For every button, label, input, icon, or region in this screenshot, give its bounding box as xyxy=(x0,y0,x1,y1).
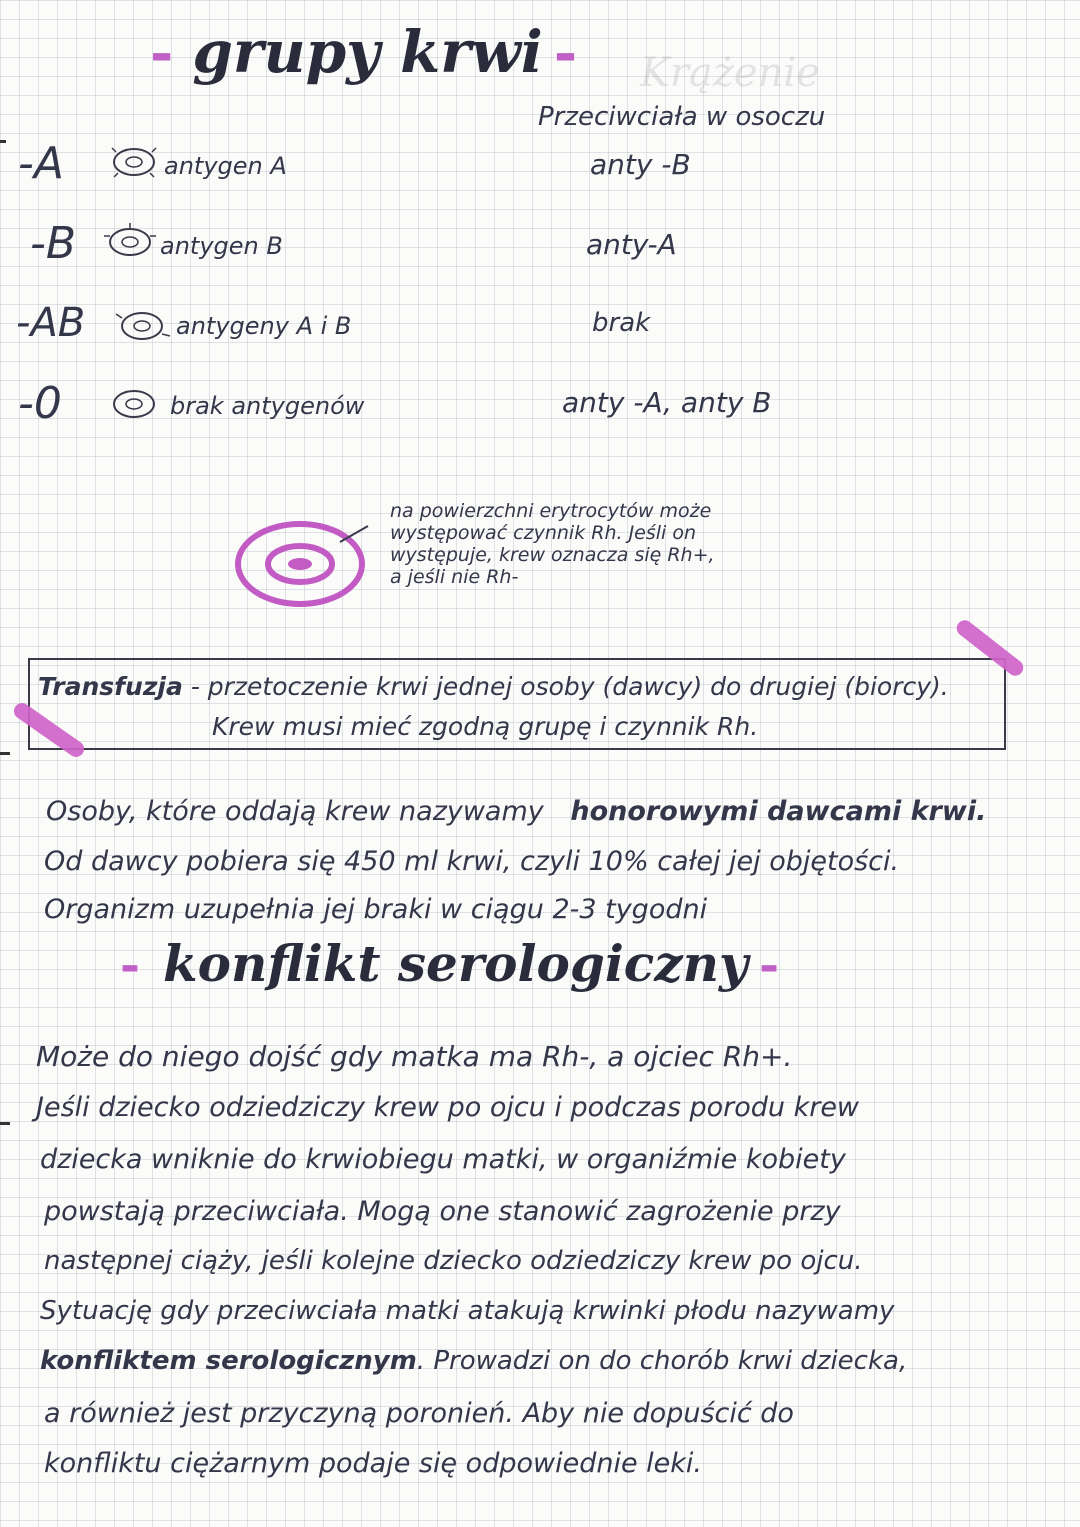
conflict-line: następnej ciąży, jeśli kolejne dziecko odziedziczy krew po ojcu. xyxy=(44,1246,863,1276)
conflict-line: Sytuację gdy przeciwciała matki atakują krwinki płodu nazywamy xyxy=(40,1296,895,1326)
conflict-line: powstają przeciwciała. Mogą one stanowić zagrożenie przy xyxy=(44,1196,841,1227)
binding-mark xyxy=(0,1122,10,1125)
bleed-through-text: Krążenie xyxy=(640,50,820,96)
antigen-b: antygen B xyxy=(160,232,283,260)
group-0-row: -0 xyxy=(18,378,62,429)
cell-ab-icon xyxy=(112,304,172,348)
cell-b-icon xyxy=(100,220,160,264)
section2-title-row xyxy=(120,934,779,993)
group-ab-row: -AB xyxy=(16,300,86,346)
donors-line1 xyxy=(46,796,986,827)
conflict-line: dziecka wniknie do krwiobiegu matki, w organiźmie kobiety xyxy=(40,1144,846,1175)
donors-text: Osoby, które oddają krew nazywamy xyxy=(46,796,544,827)
page-title: grupy krwi xyxy=(192,18,543,86)
binding-mark xyxy=(0,140,6,143)
group-b-row: -B xyxy=(30,218,77,269)
cell-a-icon xyxy=(104,140,164,184)
group-a-row: -A xyxy=(18,138,64,189)
conflict-line: Jeśli dziecko odziedziczy krew po ojcu i podczas porodu krew xyxy=(36,1092,860,1123)
antibodies-0: anty -A, anty B xyxy=(562,386,772,419)
title-dash-right: - xyxy=(553,20,578,86)
antigen-a: antygen A xyxy=(164,152,287,180)
transfusion-term: Transfuzja xyxy=(38,672,183,701)
cell-0-icon xyxy=(104,382,164,426)
conflict-after-bold: . Prowadzi on do chorób krwi dziecka, xyxy=(416,1346,908,1376)
rh-cell-icon xyxy=(228,512,378,612)
conflict-line: a również jest przyczyną poronień. Aby nie dopuścić do xyxy=(44,1398,794,1429)
rh-note-line: na powierzchni erytrocytów może xyxy=(390,500,712,522)
antigen-ab: antygeny A i B xyxy=(176,312,352,340)
antibodies-a: anty -B xyxy=(590,148,691,181)
group-label: B xyxy=(45,218,77,269)
section2-dash-left: - xyxy=(120,937,140,993)
donors-honorary: honorowymi dawcami krwi. xyxy=(570,796,987,827)
transfusion-line1 xyxy=(38,672,949,701)
group-label: 0 xyxy=(33,378,62,429)
antibodies-b: anty-A xyxy=(586,228,677,261)
antibody-header: Przeciwciała w osoczu xyxy=(538,102,826,132)
conflict-line: Może do niego dojść gdy matka ma Rh-, a ojciec Rh+. xyxy=(36,1040,793,1073)
antigen-0: brak antygenów xyxy=(170,392,365,420)
rh-note xyxy=(390,500,715,588)
title-dash-left: - xyxy=(150,20,174,86)
conflict-line-bold xyxy=(40,1346,907,1376)
group-label: A xyxy=(33,138,64,189)
section2-dash-right: - xyxy=(759,937,780,993)
rh-note-line: a jeśli nie Rh- xyxy=(390,566,519,588)
transfusion-definition: - przetoczenie krwi jednej osoby (dawcy) do drugiej (biorcy). xyxy=(190,672,949,701)
group-label: AB xyxy=(30,300,86,346)
binding-mark xyxy=(0,752,10,755)
transfusion-line2: Krew musi mieć zgodną grupę i czynnik Rh. xyxy=(212,712,759,741)
antibodies-ab: brak xyxy=(592,308,651,338)
conflict-line: konfliktu ciężarnym podaje się odpowiednie leki. xyxy=(44,1448,702,1479)
conflict-bold-term: konfliktem serologicznym xyxy=(40,1346,417,1376)
rh-note-line: występuje, krew oznacza się Rh+, xyxy=(390,544,715,566)
donors-line2: Od dawcy pobiera się 450 ml krwi, czyli 10% całej jej objętości. xyxy=(44,846,900,877)
title-row xyxy=(150,18,577,86)
section2-title: konflikt serologiczny xyxy=(163,934,749,993)
donors-line3: Organizm uzupełnia jej braki w ciągu 2-3 tygodni xyxy=(44,894,708,925)
rh-note-line: występować czynnik Rh. Jeśli on xyxy=(390,522,697,544)
